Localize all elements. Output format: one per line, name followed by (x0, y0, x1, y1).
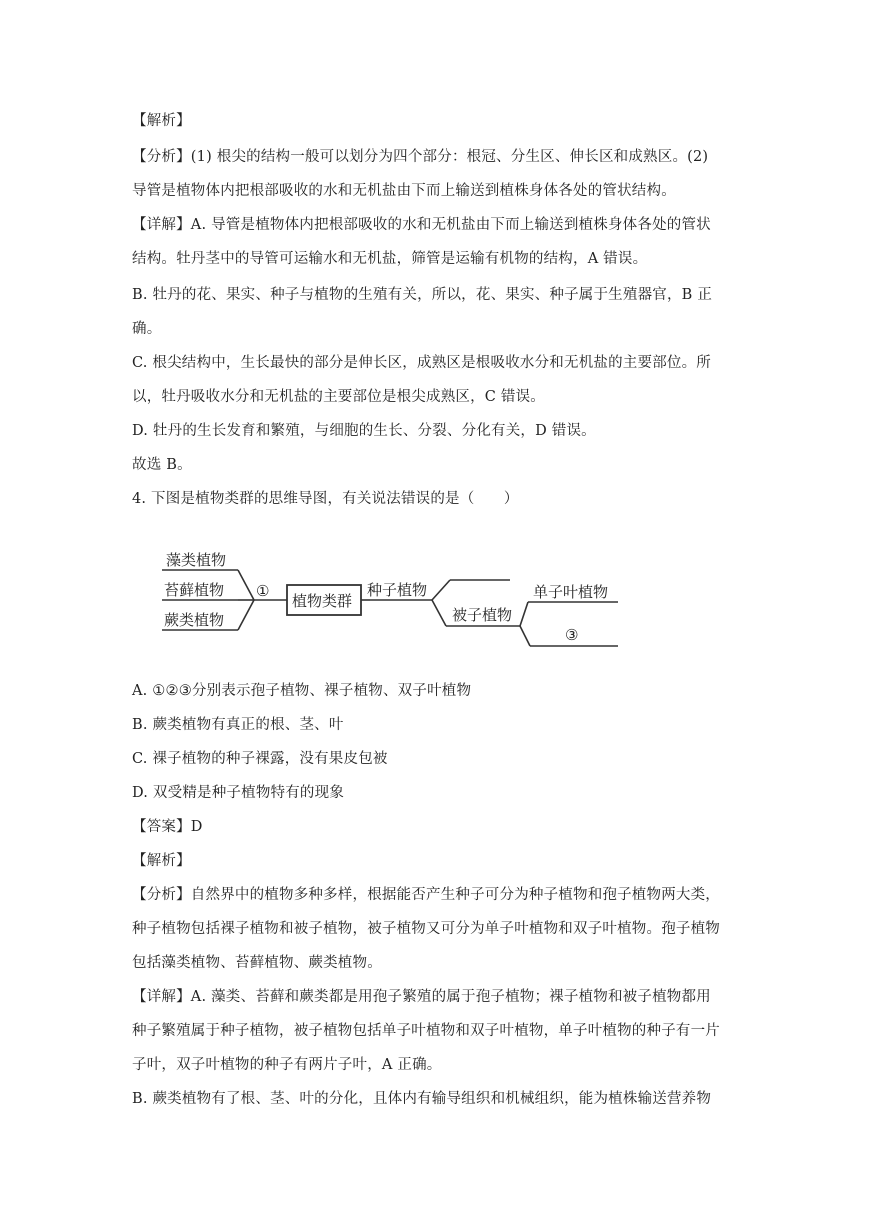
text-line: 【详解】A. 导管是植物体内把根部吸收的水和无机盐由下而上输送到植株身体各处的管状 (132, 217, 711, 233)
text-line: 确。 (132, 321, 162, 337)
option-a: A. ①②③分别表示孢子植物、裸子植物、双子叶植物 (132, 683, 472, 699)
text-line: 以，牡丹吸收水分和无机盐的主要部位是根尖成熟区，C 错误。 (132, 389, 546, 405)
option-b: B. 蕨类植物有真正的根、茎、叶 (132, 717, 344, 733)
text-line: 包括藻类植物、苔藓植物、蕨类植物。 (132, 955, 382, 971)
option-d: D. 双受精是种子植物特有的现象 (132, 785, 345, 801)
text-line: 【分析】自然界中的植物多种多样，根据能否产生种子可分为种子植物和孢子植物两大类， (132, 887, 720, 903)
node-seed-plants: 种子植物 (367, 581, 428, 599)
text-line: 种子植物包括裸子植物和被子植物，被子植物又可分为单子叶植物和双子叶植物。孢子植物 (132, 921, 720, 937)
section-heading-analysis: 【解析】 (132, 853, 191, 869)
plant-groups-mind-map (150, 540, 630, 650)
text-line: 结构。牡丹茎中的导管可运输水和无机盐，筛管是运输有机物的结构，A 错误。 (132, 251, 648, 267)
node-marker-1: ① (256, 582, 270, 600)
answer-line: 【答案】D (132, 819, 203, 835)
text-line: 子叶，双子叶植物的种子有两片子叶，A 正确。 (132, 1057, 442, 1073)
text-line: 导管是植物体内把根部吸收的水和无机盐由下而上输送到植株身体各处的管状结构。 (132, 183, 676, 199)
text-line: B. 牡丹的花、果实、种子与植物的生殖有关，所以，花、果实、种子属于生殖器官，B 正 (132, 287, 713, 303)
text-line: 【分析】(1) 根尖的结构一般可以划分为四个部分：根冠、分生区、伸长区和成熟区。(2) (132, 149, 709, 165)
node-angiosperms: 被子植物 (452, 606, 513, 624)
text-line: 故选 B。 (132, 457, 192, 473)
node-monocots: 单子叶植物 (533, 583, 609, 601)
text-line: C. 根尖结构中，生长最快的部分是伸长区，成熟区是根吸收水分和无机盐的主要部位。所 (132, 355, 711, 371)
node-center: 植物类群 (292, 592, 353, 610)
text-line: 种子繁殖属于种子植物，被子植物包括单子叶植物和双子叶植物，单子叶植物的种子有一片 (132, 1023, 720, 1039)
text-line: 【详解】A. 藻类、苔藓和蕨类都是用孢子繁殖的属于孢子植物；裸子植物和被子植物都用 (132, 989, 711, 1005)
node-algae: 藻类植物 (166, 551, 227, 569)
node-marker-3: ③ (565, 626, 579, 644)
node-moss: 苔藓植物 (164, 581, 225, 599)
node-fern: 蕨类植物 (164, 611, 225, 629)
text-line: B. 蕨类植物有了根、茎、叶的分化，且体内有输导组织和机械组织，能为植株输送营养物 (132, 1091, 712, 1107)
section-heading-analysis: 【解析】 (132, 113, 191, 129)
text-line: D. 牡丹的生长发育和繁殖，与细胞的生长、分裂、分化有关，D 错误。 (132, 423, 596, 439)
option-c: C. 裸子植物的种子裸露，没有果皮包被 (132, 751, 388, 767)
question-4-stem: 4. 下图是植物类群的思维导图，有关说法错误的是（ ） (132, 491, 519, 507)
